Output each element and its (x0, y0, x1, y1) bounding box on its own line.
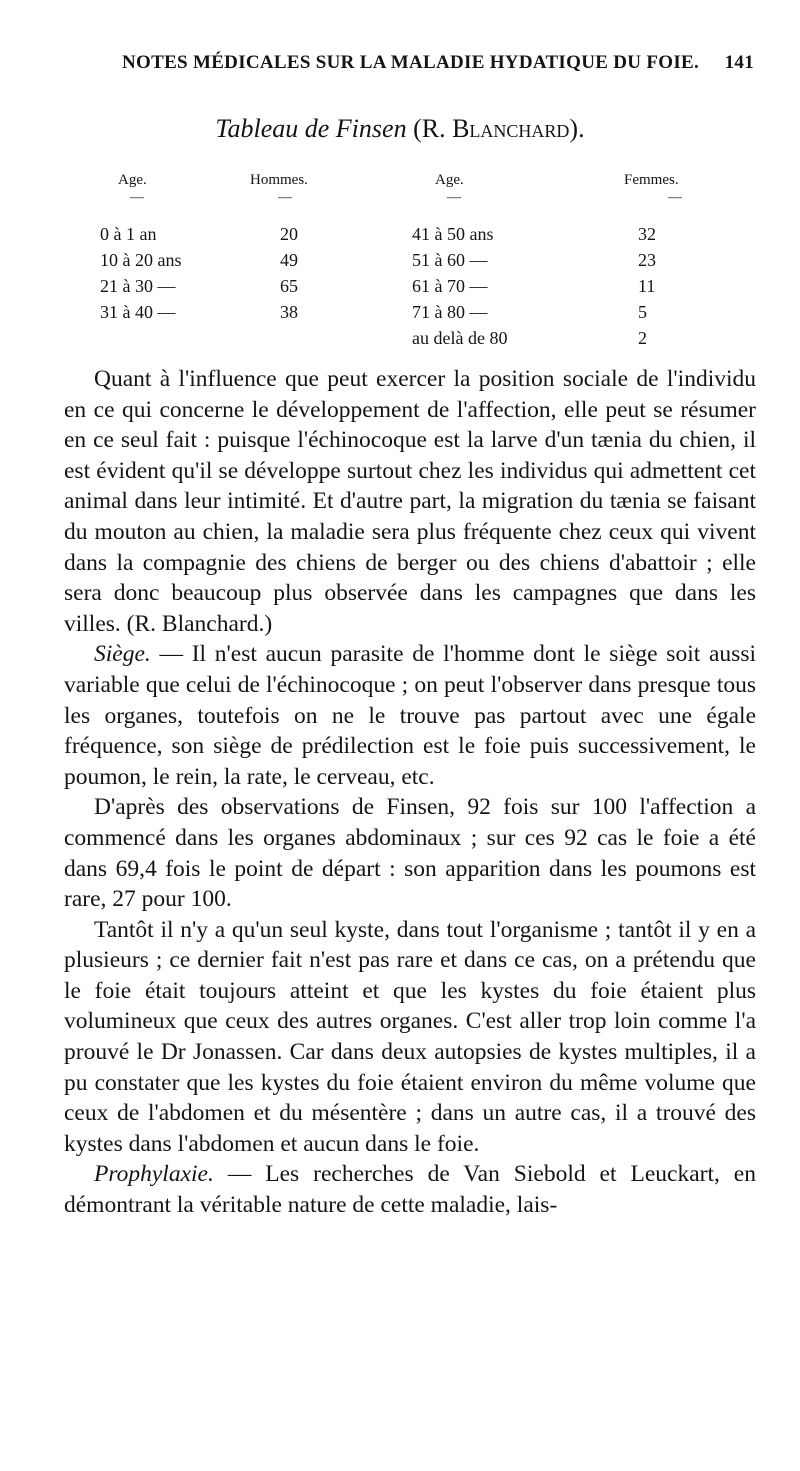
table-cell: 41 à 50 ans (412, 224, 494, 244)
paragraph-text: D'après des observations de Finsen, 92 fois sur 100 l'affection a commencé dans les organes abdominaux ; sur ces 92 cas le foie a été dans 69,4 fois le point de départ : son apparition dans les poumons est rare, 27 pour 100. (64, 794, 756, 913)
running-title: NOTES MÉDICALES SUR LA MALADIE HYDATIQUE DU FOIE. (122, 52, 700, 73)
table-title-close: ). (569, 114, 585, 143)
table-row (78, 224, 718, 250)
table-cell: 32 (638, 224, 656, 244)
table-title-open: (R. (406, 114, 453, 143)
table-cell: 2 (638, 328, 647, 348)
finsen-table (78, 172, 718, 354)
header-dash: — (668, 190, 682, 205)
header-age-men: Age. (118, 172, 147, 188)
body-text (64, 364, 756, 1221)
header-age-women: Age. (435, 172, 464, 188)
table-cell: 65 (280, 276, 298, 296)
table-cell: 61 à 70 — (412, 276, 488, 296)
paragraph-text: Tantôt il n'y a qu'un seul kyste, dans tout l'organisme ; tantôt il y en a plusieurs ; ce dernier fait n'est pas rare et dans ce cas, on a prétendu que le foie était toujours atteint et que les kystes du foie étaient plus volumineux que ceux des autres organes. C'est aller trop loin comme l'a prouvé le Dr Jonassen. Car dans deux autopsies de kystes multiples, il a pu constater que les kystes du foie étaient environ du même volume que ceux de l'abdomen et du mésentère ; dans un autre cas, il a trouvé des kystes dans l'abdomen et aucun dans le foie. (64, 916, 756, 1157)
table-cell: 0 à 1 an (100, 224, 157, 244)
table-row (78, 328, 718, 354)
table-row (78, 302, 718, 328)
header-dash: — (278, 190, 292, 205)
paragraph-prophylaxie (64, 1159, 756, 1220)
header-men: Hommes. (250, 172, 308, 188)
table-title (0, 114, 800, 144)
table-cell: 38 (280, 302, 298, 322)
table-cell: 21 à 30 — (100, 276, 176, 296)
table-title-author: Blanchard (452, 114, 570, 143)
paragraph-text: Quant à l'influence que peut exercer la position sociale de l'individu en ce qui concerne le développement de l'affection, elle peut se résumer en ce seul fait : puisque l'échinocoque est la larve d'un tænia du chien, il est évident qu'il se développe surtout chez les individus qui admettent cet animal dans leur intimité. Et d'autre part, la migration du tænia se faisant du mouton au chien, la maladie sera plus fréquente chez ceux qui vivent dans la compagnie des chiens de berger ou des chiens d'abattoir ; elle sera donc beaucoup plus observée dans les campagnes que dans les villes. (R. Blanchard.) (64, 366, 756, 637)
table-row (78, 250, 718, 276)
table-cell: 71 à 80 — (412, 302, 488, 322)
header-rule-row (78, 190, 718, 224)
table-row (78, 276, 718, 302)
header-dash: — (447, 190, 461, 205)
page-number: 141 (724, 52, 754, 73)
table-cell: 31 à 40 — (100, 302, 176, 322)
header-women: Femmes. (624, 172, 679, 188)
header-dash: — (130, 190, 144, 205)
table-cell: 20 (280, 224, 298, 244)
paragraph-text: — Les recherches de Van Siebold et Leuckart, en démontrant la véritable nature de cette maladie, lais- (64, 1161, 756, 1219)
paragraph-social-position (64, 364, 756, 639)
table-header-row (78, 172, 718, 198)
table-cell: 5 (638, 302, 647, 322)
table-cell: 10 à 20 ans (100, 250, 182, 270)
paragraph-text: — Il n'est aucun parasite de l'homme dont le siège soit aussi variable que celui de l'échinocoque ; on peut l'observer dans presque tous les organes, toutefois on ne le trouve pas partout avec une égale fréquence, son siège de prédilection est le foie puis successivement, le poumon, le rein, la rate, le cerveau, etc. (64, 641, 756, 790)
table-cell: au delà de 80 (412, 328, 508, 348)
table-cell: 51 à 60 — (412, 250, 488, 270)
paragraph-lead: Siège. (94, 641, 151, 668)
table-cell: 49 (280, 250, 298, 270)
paragraph-siege (64, 639, 756, 792)
table-cell: 23 (638, 250, 656, 270)
table-cell: 11 (638, 276, 656, 296)
paragraph-lead: Prophylaxie. (94, 1161, 214, 1188)
paragraph-kystes (64, 915, 756, 1160)
paragraph-finsen-stats (64, 792, 756, 914)
table-title-italic: Tableau de Finsen (215, 114, 407, 143)
